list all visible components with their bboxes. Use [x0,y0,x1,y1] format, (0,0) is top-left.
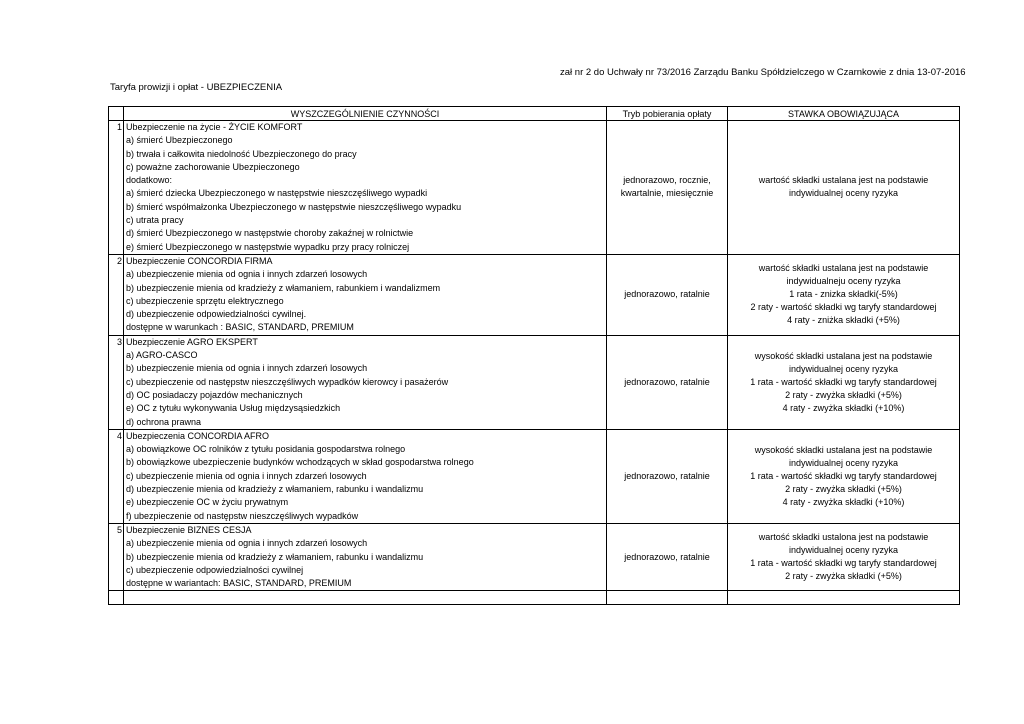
row-rate [728,429,960,523]
insurance-product-name: Ubezpieczenie CONCORDIA FIRMA [126,255,273,266]
rate-text: indywidualneju oceny ryzyka [786,276,901,287]
rate-text: 4 raty - zwyżka składki (+10%) [782,402,905,413]
row-rate [728,254,960,335]
coverage-item: c) poważne zachorowanie Ubezpieczonego [126,161,300,172]
rate-text: 1 rata - wartość składki wg taryfy standardowej [750,376,937,387]
empty-row [109,591,960,605]
coverage-item: f) ubezpieczenie od następstw nieszczęśliwych wypadków [126,510,359,521]
row-description [124,429,607,523]
table-row [109,523,960,590]
document-reference: zał nr 2 do Uchwały nr 73/2016 Zarządu Banku Spółdzielczego w Czarnkowie z dnia 13-07-2016 [560,67,966,78]
payment-mode-text: jednorazowo, ratalnie [624,551,710,562]
coverage-item: b) ubezpieczenie mienia od ognia i innych zdarzeń losowych [126,363,368,374]
rate-text: indywidualnej oceny ryzyka [788,457,899,468]
row-number: 3 [109,335,124,429]
coverage-item: b) ubezpieczenie mienia od kradzieży z włamaniem, rabunkiem i wandalizmem [126,282,441,293]
payment-mode-text: jednorazowo, rocznie, [623,175,711,186]
table-row [109,121,960,255]
coverage-item: dodatkowo: [126,175,173,186]
rate-text: 1 rata - wartość składki wg taryfy standardowej [750,470,937,481]
row-rate [728,335,960,429]
row-payment-mode [607,429,728,523]
insurance-product-name: Ubezpieczenie AGRO EKSPERT [126,336,258,347]
coverage-item: a) AGRO-CASCO [126,350,198,361]
payment-mode-text: jednorazowo, ratalnie [624,376,710,387]
rate-text: 2 raty - wartość składki wg taryfy standardowej [750,302,937,313]
table-body [109,121,960,605]
insurance-product-name: Ubezpieczenie BIZNES CESJA [126,524,252,535]
rate-text: wysokość składki ustalana jest na podstawie [754,444,933,455]
rate-text: indywidualnej oceny ryzyka [788,363,899,374]
row-description [124,591,607,605]
payment-mode-text: jednorazowo, ratalnie [624,470,710,481]
insurance-product-name: Ubezpieczenie na życie - ŻYCIE KOMFORT [126,122,303,132]
row-description [124,121,607,255]
rate-text: 2 raty - zwyżka składki (+5%) [785,571,902,582]
table-header-row [109,107,960,121]
coverage-item: d) ubezpieczenie odpowiedzialności cywilnej. [126,309,307,320]
coverage-item: a) śmierć dziecka Ubezpieczonego w następstwie nieszczęśliwego wypadki [126,188,428,199]
row-description [124,523,607,590]
rate-text: wartość składki ustalana jest na podstawie [758,175,929,186]
table-row [109,335,960,429]
coverage-item: d) śmierć Ubezpieczonego w następstwie choroby zakaźnej w rolnictwie [126,228,414,239]
coverage-item: c) utrata pracy [126,215,184,226]
row-rate [728,591,960,605]
coverage-item: dostępne w wariantach: BASIC, STANDARD, PREMIUM [126,578,352,589]
column-header-rate: STAWKA OBOWIĄZUJĄCA [728,107,960,121]
coverage-item: a) obowiązkowe OC rolników z tytułu posidania gospodarstwa rolnego [126,444,406,455]
insurance-product-name: Ubezpieczenia CONCORDIA AFRO [126,430,270,441]
table-row [109,429,960,523]
coverage-item: a) ubezpieczenie mienia od ognia i innych zdarzeń losowych [126,538,368,549]
row-rate [728,121,960,255]
row-number: 5 [109,523,124,590]
payment-mode-text: kwartalnie, miesięcznie [620,188,714,199]
row-payment-mode [607,591,728,605]
column-header-number [109,107,124,121]
rate-text: indywidualnej oceny ryzyka [788,545,899,556]
coverage-item: d) OC posiadaczy pojazdów mechanicznych [126,389,303,400]
rate-text: 1 rata - wartość składki wg taryfy standardowej [750,558,937,569]
coverage-item: dostępne w warunkach : BASIC, STANDARD, PREMIUM [126,322,354,333]
coverage-item: c) ubezpieczenie odpowiedzialności cywilnej [126,564,304,575]
row-description [124,335,607,429]
rate-text: wartość składki ustalana jest na podstawie [758,263,929,274]
row-payment-mode [607,335,728,429]
coverage-item: b) ubezpieczenie mienia od kradzieży z włamaniem, rabunku i wandalizmu [126,551,424,562]
row-rate [728,523,960,590]
table-row [109,254,960,335]
rate-text: indywidualnej oceny ryzyka [788,188,899,199]
column-header-mode: Tryb pobierania opłaty [607,107,728,121]
document-subtitle: Taryfa prowizji i opłat - UBEZPIECZENIA [110,82,283,93]
coverage-item: b) obowiązkowe ubezpieczenie budynków wchodzących w skład gospodarstwa rolnego [126,457,474,468]
row-payment-mode [607,121,728,255]
rate-text: 2 raty - zwyżka składki (+5%) [785,483,902,494]
coverage-item: d) ochrona prawna [126,416,202,427]
row-payment-mode [607,523,728,590]
row-number: 1 [109,121,124,255]
coverage-item: b) śmierć współmałzonka Ubezpieczonego w następstwie nieszczęśliwego wypadku [126,201,462,212]
coverage-item: c) ubezpieczenie mienia od ognia i innych zdarzeń losowych [126,470,367,481]
row-payment-mode [607,254,728,335]
rate-text: 4 raty - zwyżka składki (+10%) [782,496,905,507]
rate-text: 4 raty - zniżka składki (+5%) [787,315,900,326]
row-number: 4 [109,429,124,523]
coverage-item: c) ubezpieczenie sprzętu elektrycznego [126,295,284,306]
row-number [109,591,124,605]
payment-mode-text: jednorazowo, ratalnie [624,289,710,300]
coverage-item: d) ubezpieczenie mienia od kradzieży z włamaniem, rabunku i wandalizmu [126,484,424,495]
coverage-item: a) śmierć Ubezpieczonego [126,135,233,146]
coverage-item: c) ubezpieczenie od następstw nieszczęśliwych wypadków kierowcy i pasażerów [126,376,449,387]
column-header-description: WYSZCZEGÓLNIENIE CZYNNOŚCI [124,107,607,121]
coverage-item: b) trwała i całkowita niedolność Ubezpieczonego do pracy [126,148,357,159]
coverage-item: e) śmierć Ubezpieczonego w następstwie wypadku przy pracy rolniczej [126,241,410,252]
rate-text: 2 raty - zwyżka składki (+5%) [785,389,902,400]
row-description [124,254,607,335]
row-number: 2 [109,254,124,335]
coverage-item: e) ubezpieczenie OC w życiu prywatnym [126,497,289,508]
rate-text: wysokość składki ustalana jest na podstawie [754,350,933,361]
rate-text: wartość składki ustalona jest na podstawie [758,532,929,543]
tariff-table [108,106,960,605]
rate-text: 1 rata - znizka składki(-5%) [789,289,898,300]
coverage-item: a) ubezpieczenie mienia od ognia i innych zdarzeń losowych [126,269,368,280]
coverage-item: e) OC z tytułu wykonywania Usług międzysąsiedzkich [126,403,341,414]
